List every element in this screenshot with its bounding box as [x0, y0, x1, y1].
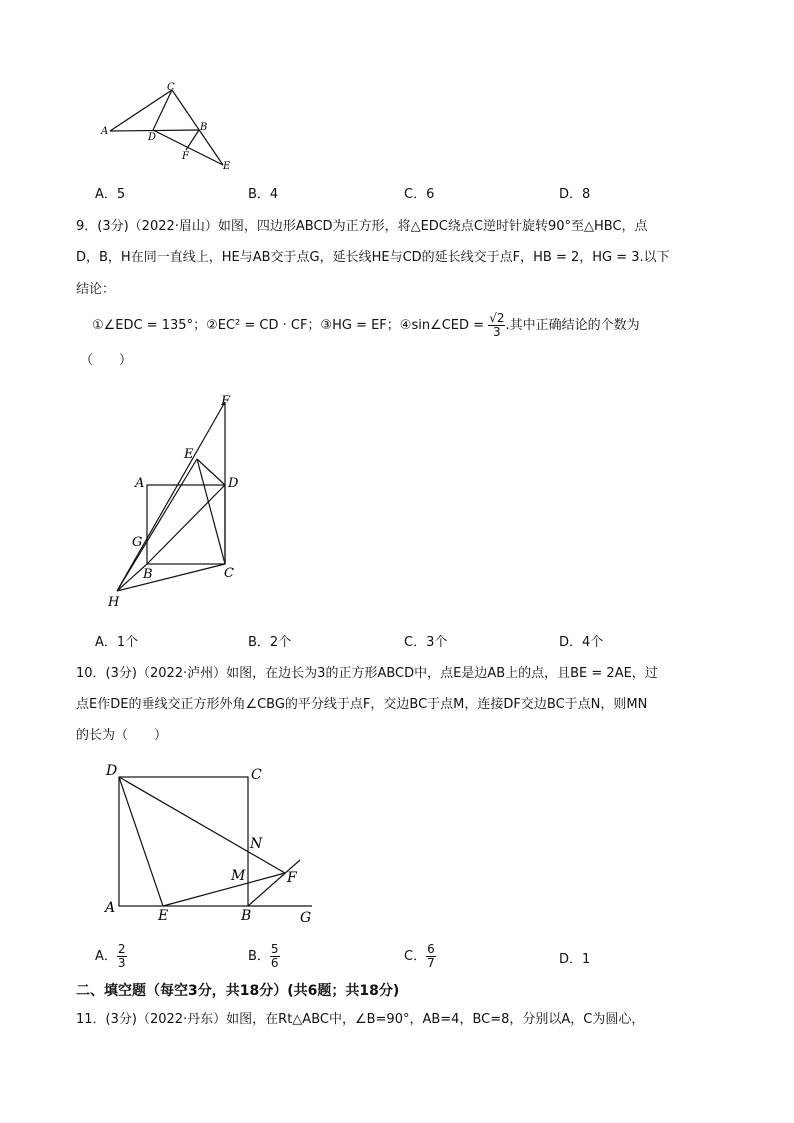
fig8-label-C: C	[167, 82, 175, 93]
fig9-label-F: F	[221, 394, 231, 409]
q9-text-line2: D，B，H在同一直线上，HE与AB交于点G，延长线HE与CD的延长线交于点F，HB = 2，HG = 3.以下	[76, 250, 670, 265]
figure-q8	[96, 78, 246, 178]
fig10-label-B: B	[241, 908, 252, 924]
q10-option-c-fraction	[426, 943, 436, 970]
q9-option-d: D．4个	[559, 635, 604, 650]
q10-option-b-prefix: B．	[248, 949, 270, 964]
fig10-label-A: A	[105, 900, 116, 916]
q9-sin-fraction	[488, 312, 505, 339]
q8-option-b: B．4	[248, 187, 279, 202]
fig10-label-D: D	[106, 763, 118, 779]
fig10-label-E: E	[158, 908, 169, 924]
q10-option-a	[95, 942, 127, 972]
fig10-label-M: M	[231, 868, 246, 884]
fig8-label-F: F	[182, 151, 189, 162]
q10-option-a-fraction	[117, 943, 127, 970]
q9-sin-denominator: 3	[493, 325, 501, 339]
q10-option-c-num: 6	[427, 942, 435, 956]
q11-text-line1: 11．(3分)（2022·丹东）如图，在Rt△ABC中，∠B=90°，AB=4，BC=8，分别以A，C为圆心，	[76, 1012, 645, 1027]
fig9-label-E: E	[184, 447, 194, 462]
q9-conclusions-text: ①∠EDC = 135°；②EC² = CD · CF；③HG = EF；④sin∠CED =	[92, 318, 489, 333]
q9-conclusions	[92, 312, 640, 339]
q9-option-b: B．2个	[248, 635, 292, 650]
figure-q10	[100, 760, 320, 930]
fig10-label-C: C	[251, 767, 262, 783]
fig8-label-A: A	[101, 126, 109, 137]
q8-option-d: D．8	[559, 187, 591, 202]
fig9-label-B: B	[143, 567, 153, 582]
q10-text-line2: 点E作DE的垂线交正方形外角∠CBG的平分线于点F，交边BC于点M，连接DF交边BC于点N，则MN	[76, 697, 648, 712]
q10-option-b-den: 6	[270, 956, 279, 970]
q10-option-b-num: 5	[270, 942, 279, 956]
q10-option-b-fraction	[270, 943, 280, 970]
q10-text-line1: 10．(3分)（2022·泸州）如图，在边长为3的正方形ABCD中，点E是边AB上的点，且BE = 2AE，过	[76, 666, 658, 681]
q10-text-line3: 的长为（ ）	[76, 728, 168, 743]
q10-option-c-prefix: C．	[404, 949, 427, 964]
q9-text-line3: 结论：	[76, 282, 116, 297]
fig9-label-A: A	[135, 476, 145, 491]
q9-text-line1: 9．(3分)（2022·眉山）如图，四边形ABCD为正方形，将△EDC绕点C逆时针旋转90°至△HBC，点	[76, 219, 648, 234]
q8-option-c: C．6	[404, 187, 435, 202]
q8-option-a: A．5	[95, 187, 126, 202]
q10-option-a-prefix: A．	[95, 949, 117, 964]
fig8-label-D: D	[148, 132, 157, 143]
q9-sin-numerator: √2	[489, 311, 505, 325]
fig9-label-C: C	[224, 566, 234, 581]
q10-option-d: D．1	[559, 952, 591, 967]
q9-option-c: C．3个	[404, 635, 448, 650]
fig10-label-F: F	[287, 870, 297, 886]
fig9-label-D: D	[228, 476, 239, 491]
q10-option-c	[404, 942, 436, 972]
q10-option-a-num: 2	[117, 942, 126, 956]
fig9-label-G: G	[132, 535, 143, 550]
q10-option-b	[248, 942, 280, 972]
q9-option-a: A．1个	[95, 635, 139, 650]
q10-option-a-den: 3	[117, 956, 126, 970]
fig10-label-N: N	[250, 836, 263, 852]
q10-option-c-den: 7	[427, 956, 435, 970]
q9-answer-blank: （ ）	[80, 353, 133, 368]
fig8-label-B: B	[200, 122, 208, 133]
fig9-label-H: H	[108, 595, 120, 610]
q9-conclusions-tail: .其中正确结论的个数为	[505, 318, 640, 333]
section-2-heading: 二、填空题（每空3分，共18分）(共6题；共18分)	[76, 983, 400, 999]
figure-q9	[100, 388, 260, 618]
fig8-label-E: E	[223, 161, 231, 172]
fig10-label-G: G	[300, 910, 312, 926]
